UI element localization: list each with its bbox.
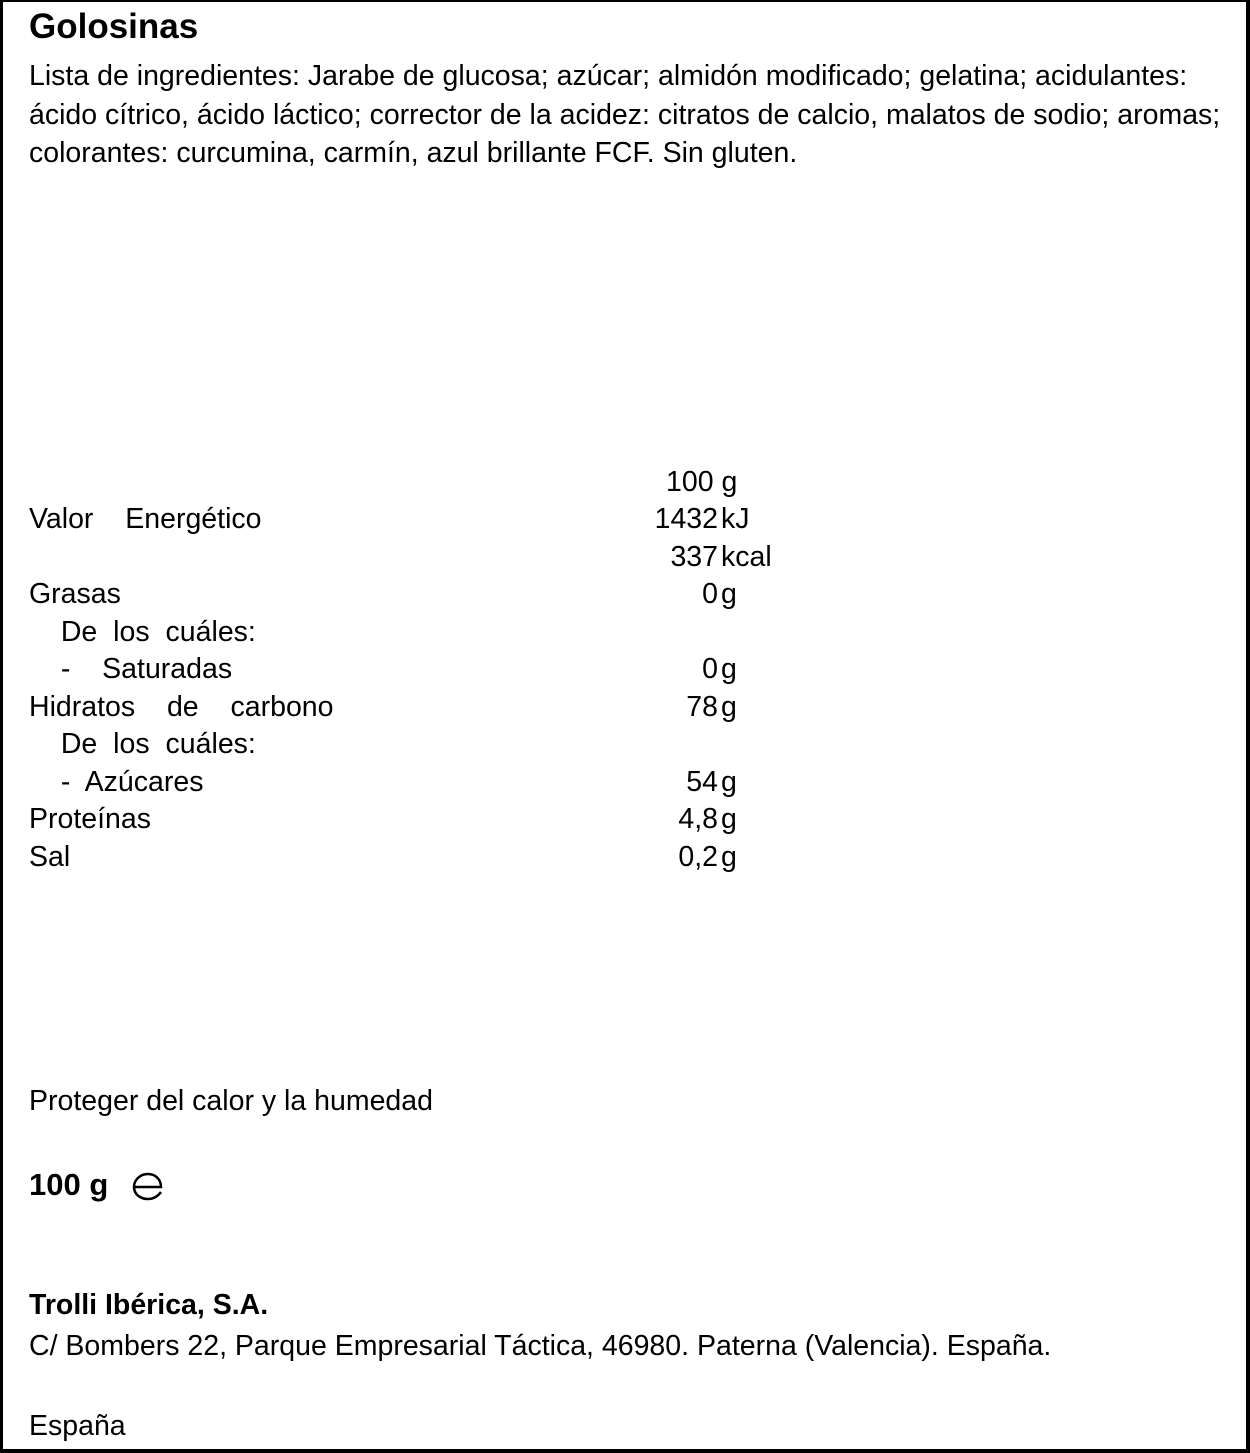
nutrition-label: - Saturadas <box>29 653 233 685</box>
nutrition-row <box>3 838 1250 876</box>
nutrition-row <box>3 725 1250 763</box>
nutrition-row <box>3 650 1250 688</box>
nutrition-unit: g <box>721 840 737 873</box>
nutrition-row <box>3 763 1250 801</box>
nutrition-value: 4,8 <box>678 803 718 835</box>
nutrition-row <box>3 500 1250 538</box>
nutrition-row <box>3 800 1250 838</box>
nutrition-label: Valor Energético <box>29 503 262 535</box>
nutrition-row <box>3 613 1250 651</box>
nutrition-label: Sal <box>29 840 71 873</box>
net-weight <box>29 1165 108 1205</box>
ingredients-list: Lista de ingredientes: Jarabe de glucosa; azúcar; almidón modificado; gelatina; acidulantes: ácido cítrico, ácido láctico; corrector de la acidez: citratos de calcio, malatos de sodio; aromas; colorantes: curcumina, carmín, azul brillante FCF. Sin gluten. <box>29 60 1221 169</box>
product-title: Golosinas <box>29 7 199 46</box>
nutrition-label: Hidratos de carbono <box>29 690 334 723</box>
nutrition-unit: kJ <box>721 503 750 535</box>
net-weight-value: 100 g <box>29 1167 109 1202</box>
nutrition-value: 337 <box>670 540 718 573</box>
nutrition-unit: g <box>721 803 737 835</box>
nutrition-row <box>3 575 1250 613</box>
nutrition-value: 54 <box>686 765 718 798</box>
nutrition-value: 78 <box>686 690 718 723</box>
company-address: C/ Bombers 22, Parque Empresarial Táctica, 46980. Paterna (Valencia). España. <box>29 1330 1052 1362</box>
nutrition-unit: g <box>721 578 737 610</box>
nutrition-label: Grasas <box>29 578 121 610</box>
nutrition-value: 1432 <box>654 503 718 535</box>
country-of-origin: España <box>29 1410 126 1442</box>
nutrition-label: De los cuáles: <box>29 615 256 648</box>
company-name: Trolli Ibérica, S.A. <box>29 1289 269 1321</box>
e-mark-icon <box>131 1171 165 1201</box>
nutrition-unit: kcal <box>721 540 772 573</box>
nutrition-label: Proteínas <box>29 803 151 835</box>
nutrition-row <box>3 688 1250 726</box>
nutrition-label: - Azúcares <box>29 765 204 798</box>
nutrition-unit: g <box>721 653 737 685</box>
nutrition-value: 0,2 <box>678 840 718 873</box>
nutrition-row <box>3 538 1250 576</box>
nutrition-value: 0 <box>702 653 718 685</box>
nutrition-header-row <box>3 463 1250 501</box>
storage-instructions: Proteger del calor y la humedad <box>29 1085 433 1117</box>
nutrition-unit: g <box>721 765 737 798</box>
nutrition-label: De los cuáles: <box>29 728 256 760</box>
nutrition-unit: g <box>721 690 737 723</box>
nutrition-value: 0 <box>702 578 718 610</box>
nutrition-header: 100 g <box>666 466 738 498</box>
